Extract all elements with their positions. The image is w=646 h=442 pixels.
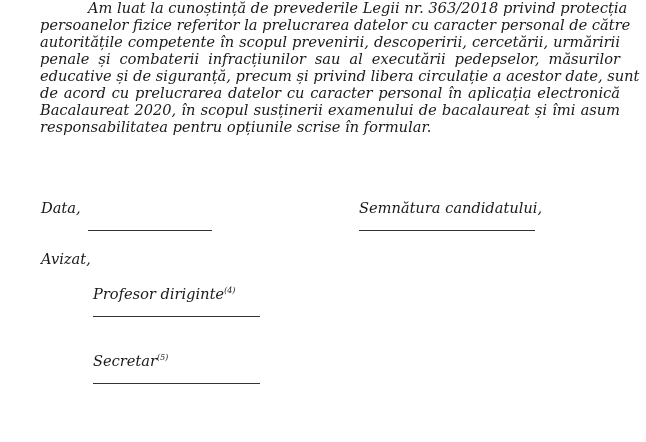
declaration-line: autoritățile competente în scopul prevenirii, descoperirii, cercetării, urmăririi [40,34,620,51]
secretary-label-text: Secretar [93,353,157,370]
teacher-label [93,286,235,303]
approved-label: Avizat, [41,251,91,268]
secretary-label [93,353,168,370]
secretary-signature-line[interactable] [93,383,260,384]
declaration-line: responsabilitatea pentru opțiunile scrise în formular. [40,119,432,136]
declaration-line: Bacalaureat 2020, în scopul susținerii examenului de bacalaureat și îmi asum [40,102,620,119]
declaration-line: persoanelor fizice referitor la prelucrarea datelor cu caracter personal de către [40,17,631,34]
date-label: Data, [41,200,81,217]
teacher-signature-line[interactable] [93,316,260,317]
candidate-signature-label: Semnătura candidatului, [359,200,543,217]
declaration-line: educative și de siguranță, precum și privind libera circulație a acestor date, sunt [40,68,640,85]
declaration-line: de acord cu prelucrarea datelor cu caracter personal în aplicația electronică [40,85,620,102]
secretary-footnote-ref: (5) [156,353,169,363]
teacher-label-text: Profesor diriginte [93,286,225,303]
candidate-signature-line[interactable] [359,230,535,231]
teacher-footnote-ref: (4) [224,286,236,296]
date-signature-line[interactable] [88,230,212,231]
declaration-line: penale și combaterii infracțiunilor sau al executării pedepselor, măsurilor [40,51,620,68]
declaration-paragraph [40,0,640,136]
declaration-line: Am luat la cunoștință de prevederile Legii nr. 363/2018 privind protecția [88,0,628,17]
